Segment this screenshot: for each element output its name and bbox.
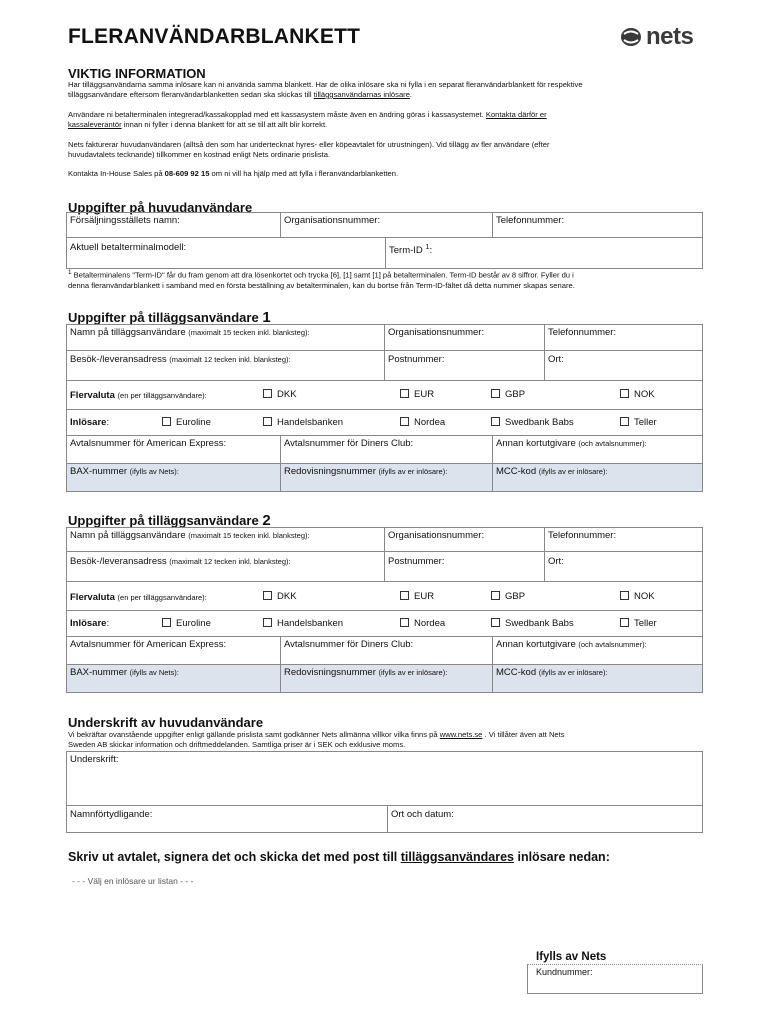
store-name-field[interactable]: Försäljningsställets namn: xyxy=(70,215,180,226)
other-card-field[interactable]: Annan kortutgivare (och avtalsnummer): xyxy=(496,639,647,650)
additional-postcode-field[interactable]: Postnummer: xyxy=(388,556,445,567)
currency-label: Flervaluta (en per tilläggsanvändare): xyxy=(70,592,207,603)
acquirer-label: Inlösare: xyxy=(70,618,110,629)
currency-nok-checkbox[interactable]: NOK xyxy=(617,589,655,602)
main-user-heading: Uppgifter på huvudanvändare xyxy=(68,200,253,215)
name-clarification-field[interactable]: Namnförtydligande: xyxy=(70,809,153,820)
currency-nok-checkbox[interactable]: NOK xyxy=(617,387,655,400)
diners-field[interactable]: Avtalsnummer för Diners Club: xyxy=(284,438,414,449)
acquirer-euroline-checkbox[interactable]: Euroline xyxy=(159,616,211,629)
diners-field[interactable]: Avtalsnummer för Diners Club: xyxy=(284,639,414,650)
currency-eur-checkbox[interactable]: EUR xyxy=(397,387,434,400)
mail-instruction: Skriv ut avtalet, signera det och skicka det med post till tilläggsanvändares inlösare nedan: xyxy=(68,850,610,864)
info-paragraph-2: Användare ni betalterminalen integrerad/kassakopplad med ett kassasystem måste även en ändring göras i kassasystemet. Kontakta därför er kassaleverantör innan ni fyller i denna blankett för att se till att allt blir korrekt. xyxy=(68,110,547,129)
bax-field[interactable]: BAX-nummer (ifylls av Nets): xyxy=(70,667,179,678)
page-title: FLERANVÄNDARBLANKETT xyxy=(68,25,361,48)
additional-user-1-heading: Uppgifter på tilläggsanvändare 1 xyxy=(68,309,271,326)
nets-website-link[interactable]: www.nets.se xyxy=(439,730,483,739)
additional-phone-field[interactable]: Telefonnummer: xyxy=(548,327,617,338)
nets-logo xyxy=(620,22,693,52)
additional-address-field[interactable]: Besök-/leveransadress (maximalt 12 tecken inkl. blanksteg): xyxy=(70,354,291,365)
signature-terms: Vi bekräftar ovanstående uppgifter enligt gällande prislista samt godkänner Nets allmänna villkor vilka finns på www.nets.se . Vi tillåter även att Nets Sweden AB skickar information och driftmeddelanden. Samtliga priser är i SEK och exklusive moms. xyxy=(68,730,565,749)
additional-phone-field[interactable]: Telefonnummer: xyxy=(548,530,617,541)
acquirer-select[interactable]: - - - Välj en inlösare ur listan - - - xyxy=(72,876,194,886)
additional-city-field[interactable]: Ort: xyxy=(548,556,564,567)
customer-number-box xyxy=(527,964,703,994)
account-number-field[interactable]: Redovisningsnummer (ifylls av er inlösare): xyxy=(284,667,448,678)
customer-number-field[interactable]: Kundnummer: xyxy=(536,967,593,977)
other-card-field[interactable]: Annan kortutgivare (och avtalsnummer): xyxy=(496,438,647,449)
phone-field[interactable]: Telefonnummer: xyxy=(496,215,565,226)
info-paragraph-1: Har tilläggsanvändarna samma inlösare kan ni använda samma blankett. Har de olika inlösare ska ni fylla i en separat fleranvändarblankett för respektive tilläggsanvändare eftersom fleranvändarblanketten sedan ska skickas till tilläggsanvändarnas inlösare. xyxy=(68,80,583,99)
term-id-field[interactable]: Term-ID $^1$: xyxy=(389,242,433,257)
account-number-field[interactable]: Redovisningsnummer (ifylls av er inlösare): xyxy=(284,466,448,477)
place-date-field[interactable]: Ort och datum: xyxy=(391,809,454,820)
currency-label: Flervaluta (en per tilläggsanvändare): xyxy=(70,390,207,401)
main-user-form xyxy=(66,212,703,269)
amex-field[interactable]: Avtalsnummer för American Express: xyxy=(70,438,227,449)
info-paragraph-3: Nets fakturerar huvudanvändaren (alltså den som har undertecknat hyres- eller köpeavtalet för utrustningen). Vid tillägg av fler användare (efter huvudavtalets tecknande) tillkommer en kostnad enligt Nets ordinarie prislista. xyxy=(68,140,550,159)
org-number-field[interactable]: Organisationsnummer: xyxy=(284,215,381,226)
acquirer-teller-checkbox[interactable]: Teller xyxy=(617,616,657,629)
nets-logo-icon xyxy=(620,26,642,48)
currency-dkk-checkbox[interactable]: DKK xyxy=(260,589,297,602)
currency-eur-checkbox[interactable]: EUR xyxy=(397,589,434,602)
amex-field[interactable]: Avtalsnummer för American Express: xyxy=(70,639,227,650)
info-paragraph-4: Kontakta In-House Sales på 08-609 92 15 om ni vill ha hjälp med att fylla i fleranvändarblanketten. xyxy=(68,169,399,178)
mcc-field[interactable]: MCC-kod (ifylls av er inlösare): xyxy=(496,667,608,678)
additional-name-field[interactable]: Namn på tilläggsanvändare (maximalt 15 tecken inkl. blanksteg): xyxy=(70,327,310,338)
currency-gbp-checkbox[interactable]: GBP xyxy=(488,589,525,602)
additional-name-field[interactable]: Namn på tilläggsanvändare (maximalt 15 tecken inkl. blanksteg): xyxy=(70,530,310,541)
contact-link[interactable]: Kontakta därför er xyxy=(485,110,547,119)
sales-phone: 08-609 92 15 xyxy=(164,169,210,178)
acquirer-nordea-checkbox[interactable]: Nordea xyxy=(397,616,445,629)
additional-user-2-heading: Uppgifter på tilläggsanvändare 2 xyxy=(68,512,271,529)
additional-address-field[interactable]: Besök-/leveransadress (maximalt 12 tecken inkl. blanksteg): xyxy=(70,556,291,567)
acquirer-nordea-checkbox[interactable]: Nordea xyxy=(397,415,445,428)
additional-postcode-field[interactable]: Postnummer: xyxy=(388,354,445,365)
logo-text: nets xyxy=(646,23,694,50)
acquirer-euroline-checkbox[interactable]: Euroline xyxy=(159,415,211,428)
acquirer-swedbank-checkbox[interactable]: Swedbank Babs xyxy=(488,415,574,428)
additional-org-number-field[interactable]: Organisationsnummer: xyxy=(388,530,485,541)
additional-user-2-form xyxy=(66,527,703,693)
signature-heading: Underskrift av huvudanvändare xyxy=(68,715,264,730)
acquirer-teller-checkbox[interactable]: Teller xyxy=(617,415,657,428)
acquirer-handelsbanken-checkbox[interactable]: Handelsbanken xyxy=(260,616,343,629)
nets-use-heading: Ifylls av Nets xyxy=(536,951,607,963)
signature-field[interactable]: Underskrift: xyxy=(70,754,119,765)
terminal-model-field[interactable]: Aktuell betalterminalmodell: xyxy=(70,242,187,253)
signature-form xyxy=(66,751,703,833)
mcc-field[interactable]: MCC-kod (ifylls av er inlösare): xyxy=(496,466,608,477)
additional-user-1-form xyxy=(66,324,703,492)
info-heading: VIKTIG INFORMATION xyxy=(68,66,206,81)
additional-org-number-field[interactable]: Organisationsnummer: xyxy=(388,327,485,338)
acquirer-link[interactable]: tilläggsanvändarnas inlösare xyxy=(313,90,410,99)
acquirer-swedbank-checkbox[interactable]: Swedbank Babs xyxy=(488,616,574,629)
currency-dkk-checkbox[interactable]: DKK xyxy=(260,387,297,400)
cash-supplier-link[interactable]: kassaleverantör xyxy=(68,120,122,129)
acquirer-handelsbanken-checkbox[interactable]: Handelsbanken xyxy=(260,415,343,428)
additional-city-field[interactable]: Ort: xyxy=(548,354,564,365)
bax-field[interactable]: BAX-nummer (ifylls av Nets): xyxy=(70,466,179,477)
acquirer-label: Inlösare: xyxy=(70,417,110,428)
term-id-footnote: $^1$ Betalterminalens "Term-ID" får du fram genom att dra lösenkortet och trycka [6], [1] samt [1] på betalterminalen. Term-ID består av 8 siffror. Fyller du i denna fleranvändarblankett i samband med en första beställning av betalterminalen, kan du bortse från Term-ID-fältet då detta nummer skapas senare. xyxy=(68,269,575,290)
currency-gbp-checkbox[interactable]: GBP xyxy=(488,387,525,400)
